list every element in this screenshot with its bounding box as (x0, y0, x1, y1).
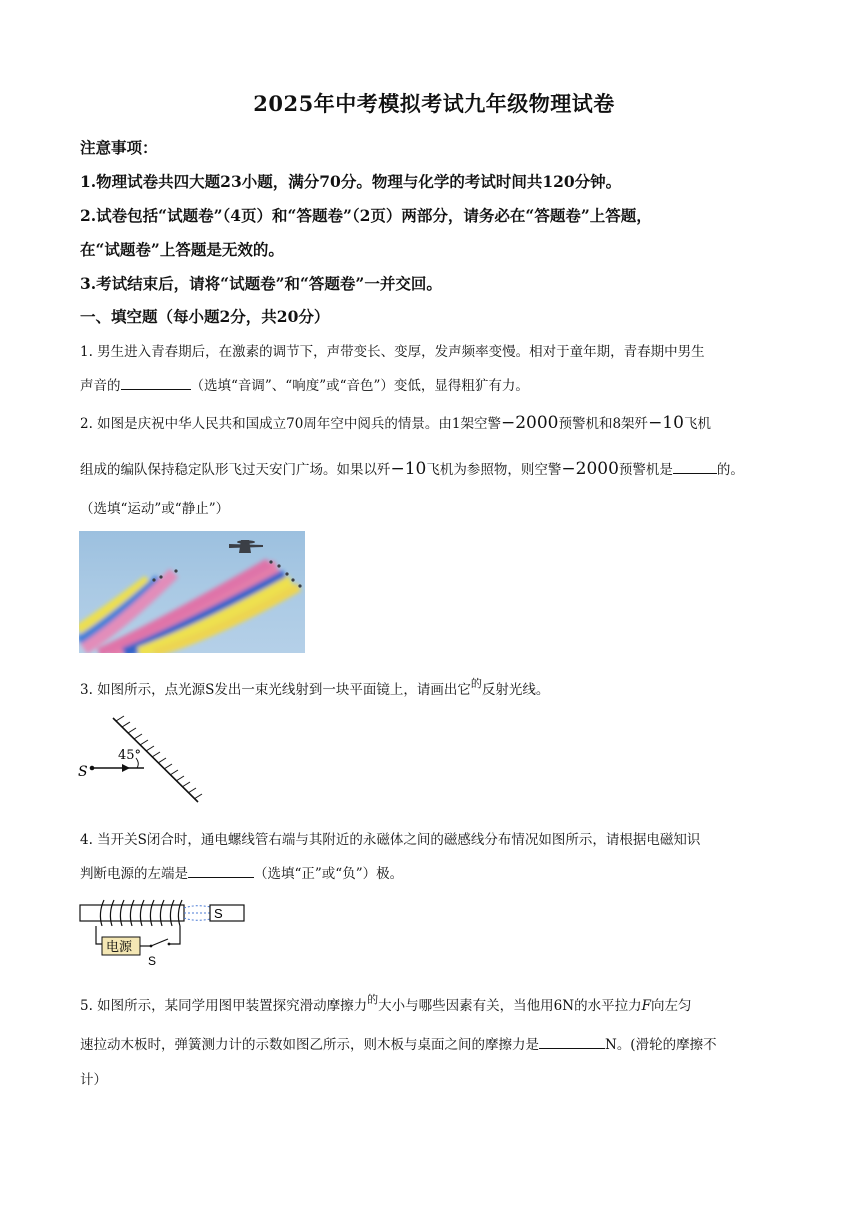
open-switch[interactable] (151, 939, 168, 946)
wire-right (170, 926, 180, 944)
angle-label: 45° (118, 748, 142, 763)
notice-item-2: 2.试卷包括“试题卷”（4页）和“答题卷”（2页）两部分，请务必在“答题卷”上答题， (80, 206, 652, 225)
q4-line-2 (80, 862, 792, 882)
q2-text-a: 2. 如图是庆祝中华人民共和国成立70周年空中阅兵的情景。由1架空警 (80, 416, 501, 432)
notice-heading: 注意事项： (80, 138, 158, 157)
q1-line-2 (80, 374, 792, 394)
q2-text-b: 预警机和8架歼 (558, 416, 649, 432)
notice-item-2-cont: 在“试题卷”上答题是无效的。 (80, 240, 284, 259)
q2-math-j10: −10 (648, 413, 684, 433)
q2-text-f: 预警机是 (618, 462, 673, 478)
q1-line-1: 1. 男生进入青春期后，在激素的调节下，声带变长、变厚，发声频率变慢。相对于童年期，青春期中男生 (80, 344, 705, 360)
solenoid-diagram (78, 896, 248, 968)
q5-text-d: 速拉动木板时，弹簧测力计的示数如图乙所示，则木板与桌面之间的摩擦力是 (80, 1037, 539, 1053)
air-parade-image (79, 531, 305, 653)
q2-math-kj2000: −2000 (500, 413, 559, 433)
q2-math-j10-b: −10 (390, 459, 427, 479)
q2-math-kj2000-b: −2000 (561, 459, 619, 479)
q2-line-3: （选填“运动”或“静止”） (80, 501, 230, 517)
q3-line (80, 678, 792, 698)
q5-line-2 (80, 1033, 792, 1053)
q5-line-1 (80, 994, 792, 1014)
q2-text-d: 组成的编队保持稳定队形飞过天安门广场。如果以歼 (80, 462, 391, 478)
q5-text-sup: 的 (367, 993, 379, 1006)
q5-line-3: 计） (80, 1072, 107, 1088)
q5-text-c: 向左匀 (650, 998, 692, 1014)
q1-text-post: （选填“音调”、“响度”或“音色”）变低，显得粗犷有力。 (190, 378, 529, 394)
q1-answer-blank[interactable] (121, 375, 191, 390)
q2-text-c: 飞机 (683, 416, 711, 432)
q5-answer-blank[interactable] (539, 1034, 605, 1049)
source-label: S (78, 764, 88, 780)
q2-text-g: 的。 (716, 462, 744, 478)
q3-text-sup: 的 (470, 677, 482, 690)
air-parade-photo (79, 531, 305, 653)
wire-left (96, 926, 102, 944)
mirror-diagram (78, 710, 213, 810)
magnetic-field-lines (184, 906, 210, 921)
q4-text-pre: 判断电源的左端是 (80, 866, 188, 882)
notice-item-1: 1.物理试卷共四大题23小题，满分70分。物理与化学的考试时间共120分钟。 (80, 172, 622, 191)
section-1-heading: 一、填空题（每小题2分，共20分） (80, 307, 330, 326)
switch-label: S (148, 954, 157, 968)
q1-text-pre: 声音的 (80, 378, 121, 394)
q2-text-e: 飞机为参照物，则空警 (426, 462, 562, 478)
ray-arrow-icon (122, 764, 130, 772)
power-source-label: 电源 (106, 940, 133, 955)
q2-line-2 (80, 458, 792, 479)
page-title: 2025年中考模拟考试九年级物理试卷 (253, 91, 615, 116)
q5-force-variable: F (641, 998, 651, 1014)
q2-line-1 (80, 412, 792, 433)
q5-text-e: N。(滑轮的摩擦不 (605, 1037, 717, 1053)
switch-contact (168, 943, 171, 946)
q4-answer-blank[interactable] (188, 863, 254, 878)
q3-text-pre: 3. 如图所示，点光源S发出一束光线射到一块平面镜上，请画出它 (80, 682, 471, 698)
notice-item-3: 3.考试结束后，请将“试题卷”和“答题卷”一并交回。 (80, 274, 442, 293)
q2-answer-blank[interactable] (673, 459, 717, 474)
q5-text-b: 大小与哪些因素有关，当他用6N的水平拉力 (378, 998, 642, 1014)
q4-line-1: 4. 当开关S闭合时，通电螺线管右端与其附近的永磁体之间的磁感线分布情况如图所示，请根据电磁知识 (80, 832, 701, 848)
solenoid-coil (100, 900, 182, 926)
q3-text-post: 反射光线。 (481, 682, 550, 698)
q4-text-post: （选填“正”或“负”）极。 (254, 866, 404, 882)
magnet-pole-label: S (214, 906, 223, 921)
q5-text-a: 5. 如图所示，某同学用图甲装置探究滑动摩擦力 (80, 998, 368, 1014)
